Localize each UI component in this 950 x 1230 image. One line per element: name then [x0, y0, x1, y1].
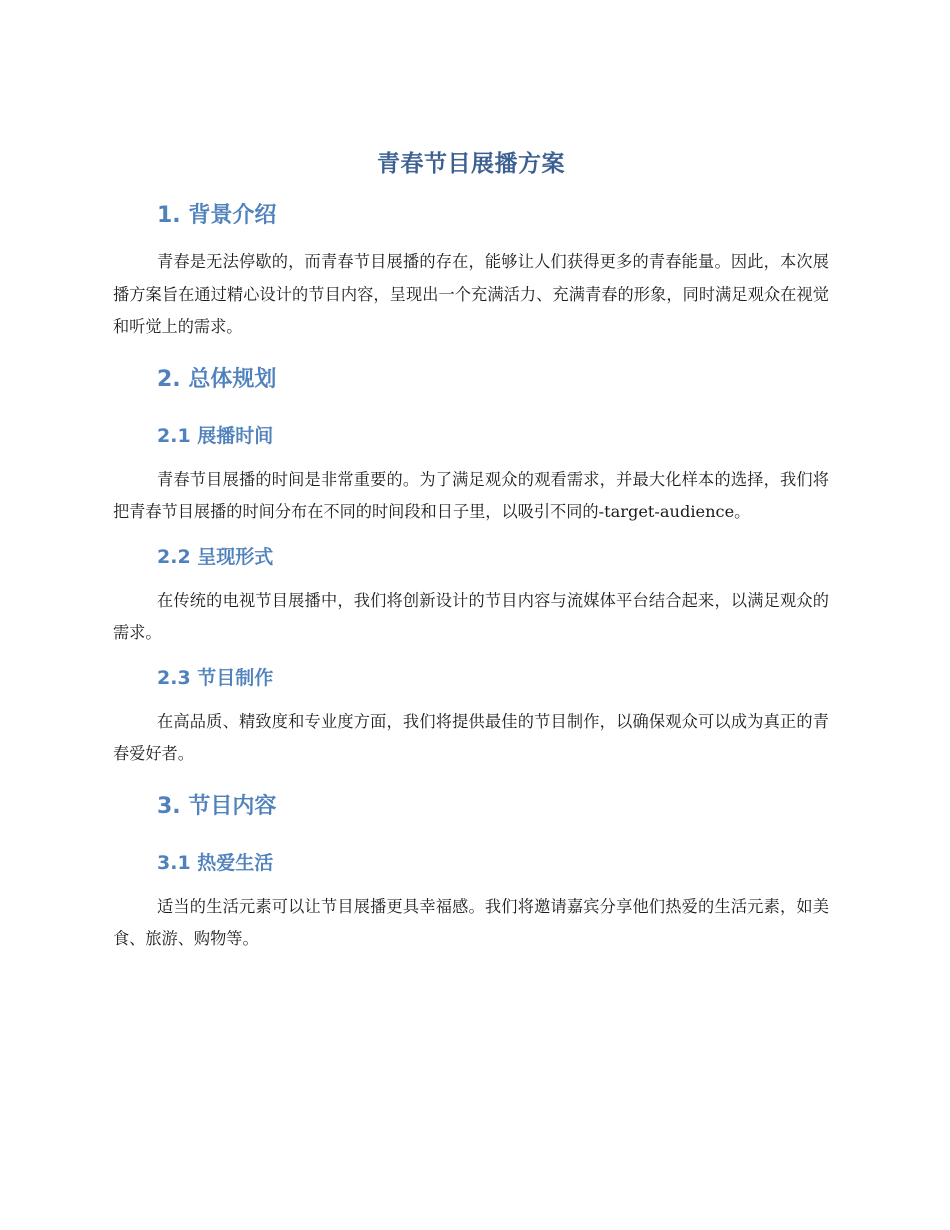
spacer — [113, 771, 829, 787]
spacer — [113, 696, 829, 706]
section-background — [113, 196, 829, 344]
spacer — [113, 575, 829, 585]
subsection-heading-format: 2.2 呈现形式 — [157, 545, 274, 568]
spacer — [113, 827, 829, 845]
subsection-heading-life: 3.1 热爱生活 — [157, 851, 274, 874]
section-heading-content: 3. 节目内容 — [157, 793, 277, 819]
document-body — [113, 142, 829, 956]
spacer — [113, 400, 829, 418]
section-planning — [113, 360, 829, 771]
spacer — [113, 529, 829, 539]
spacer — [113, 881, 829, 891]
spacer — [113, 650, 829, 660]
section-heading-planning: 2. 总体规划 — [157, 366, 277, 392]
paragraph-time: 青春节目展播的时间是非常重要的。为了满足观众的观看需求，并最大化样本的选择，我们将把青春节目展播的时间分布在不同的时间段和日子里，以吸引不同的-target-audience。 — [113, 469, 829, 521]
subsection-heading-time: 2.1 展播时间 — [157, 424, 274, 447]
subsection-heading-production: 2.3 节目制作 — [157, 666, 274, 689]
section-content — [113, 787, 829, 956]
paragraph-production: 在高品质、精致度和专业度方面，我们将提供最佳的节目制作，以确保观众可以成为真正的青春爱好者。 — [113, 711, 829, 763]
document-title: 青春节目展播方案 — [377, 151, 565, 177]
paragraph-background: 青春是无法停歇的，而青春节目展播的存在，能够让人们获得更多的青春能量。因此，本次展播方案旨在通过精心设计的节目内容，呈现出一个充满活力、充满青春的形象，同时满足观众在视觉和听觉上的需求。 — [113, 252, 829, 336]
paragraph-format: 在传统的电视节目展播中，我们将创新设计的节目内容与流媒体平台结合起来，以满足观众的需求。 — [113, 590, 829, 642]
paragraph-life: 适当的生活元素可以让节目展播更具幸福感。我们将邀请嘉宾分享他们热爱的生活元素，如美食、旅游、购物等。 — [113, 896, 829, 948]
spacer — [113, 186, 829, 196]
spacer — [113, 454, 829, 464]
section-heading-background: 1. 背景介绍 — [157, 203, 277, 228]
spacer — [113, 236, 829, 246]
spacer — [113, 344, 829, 360]
